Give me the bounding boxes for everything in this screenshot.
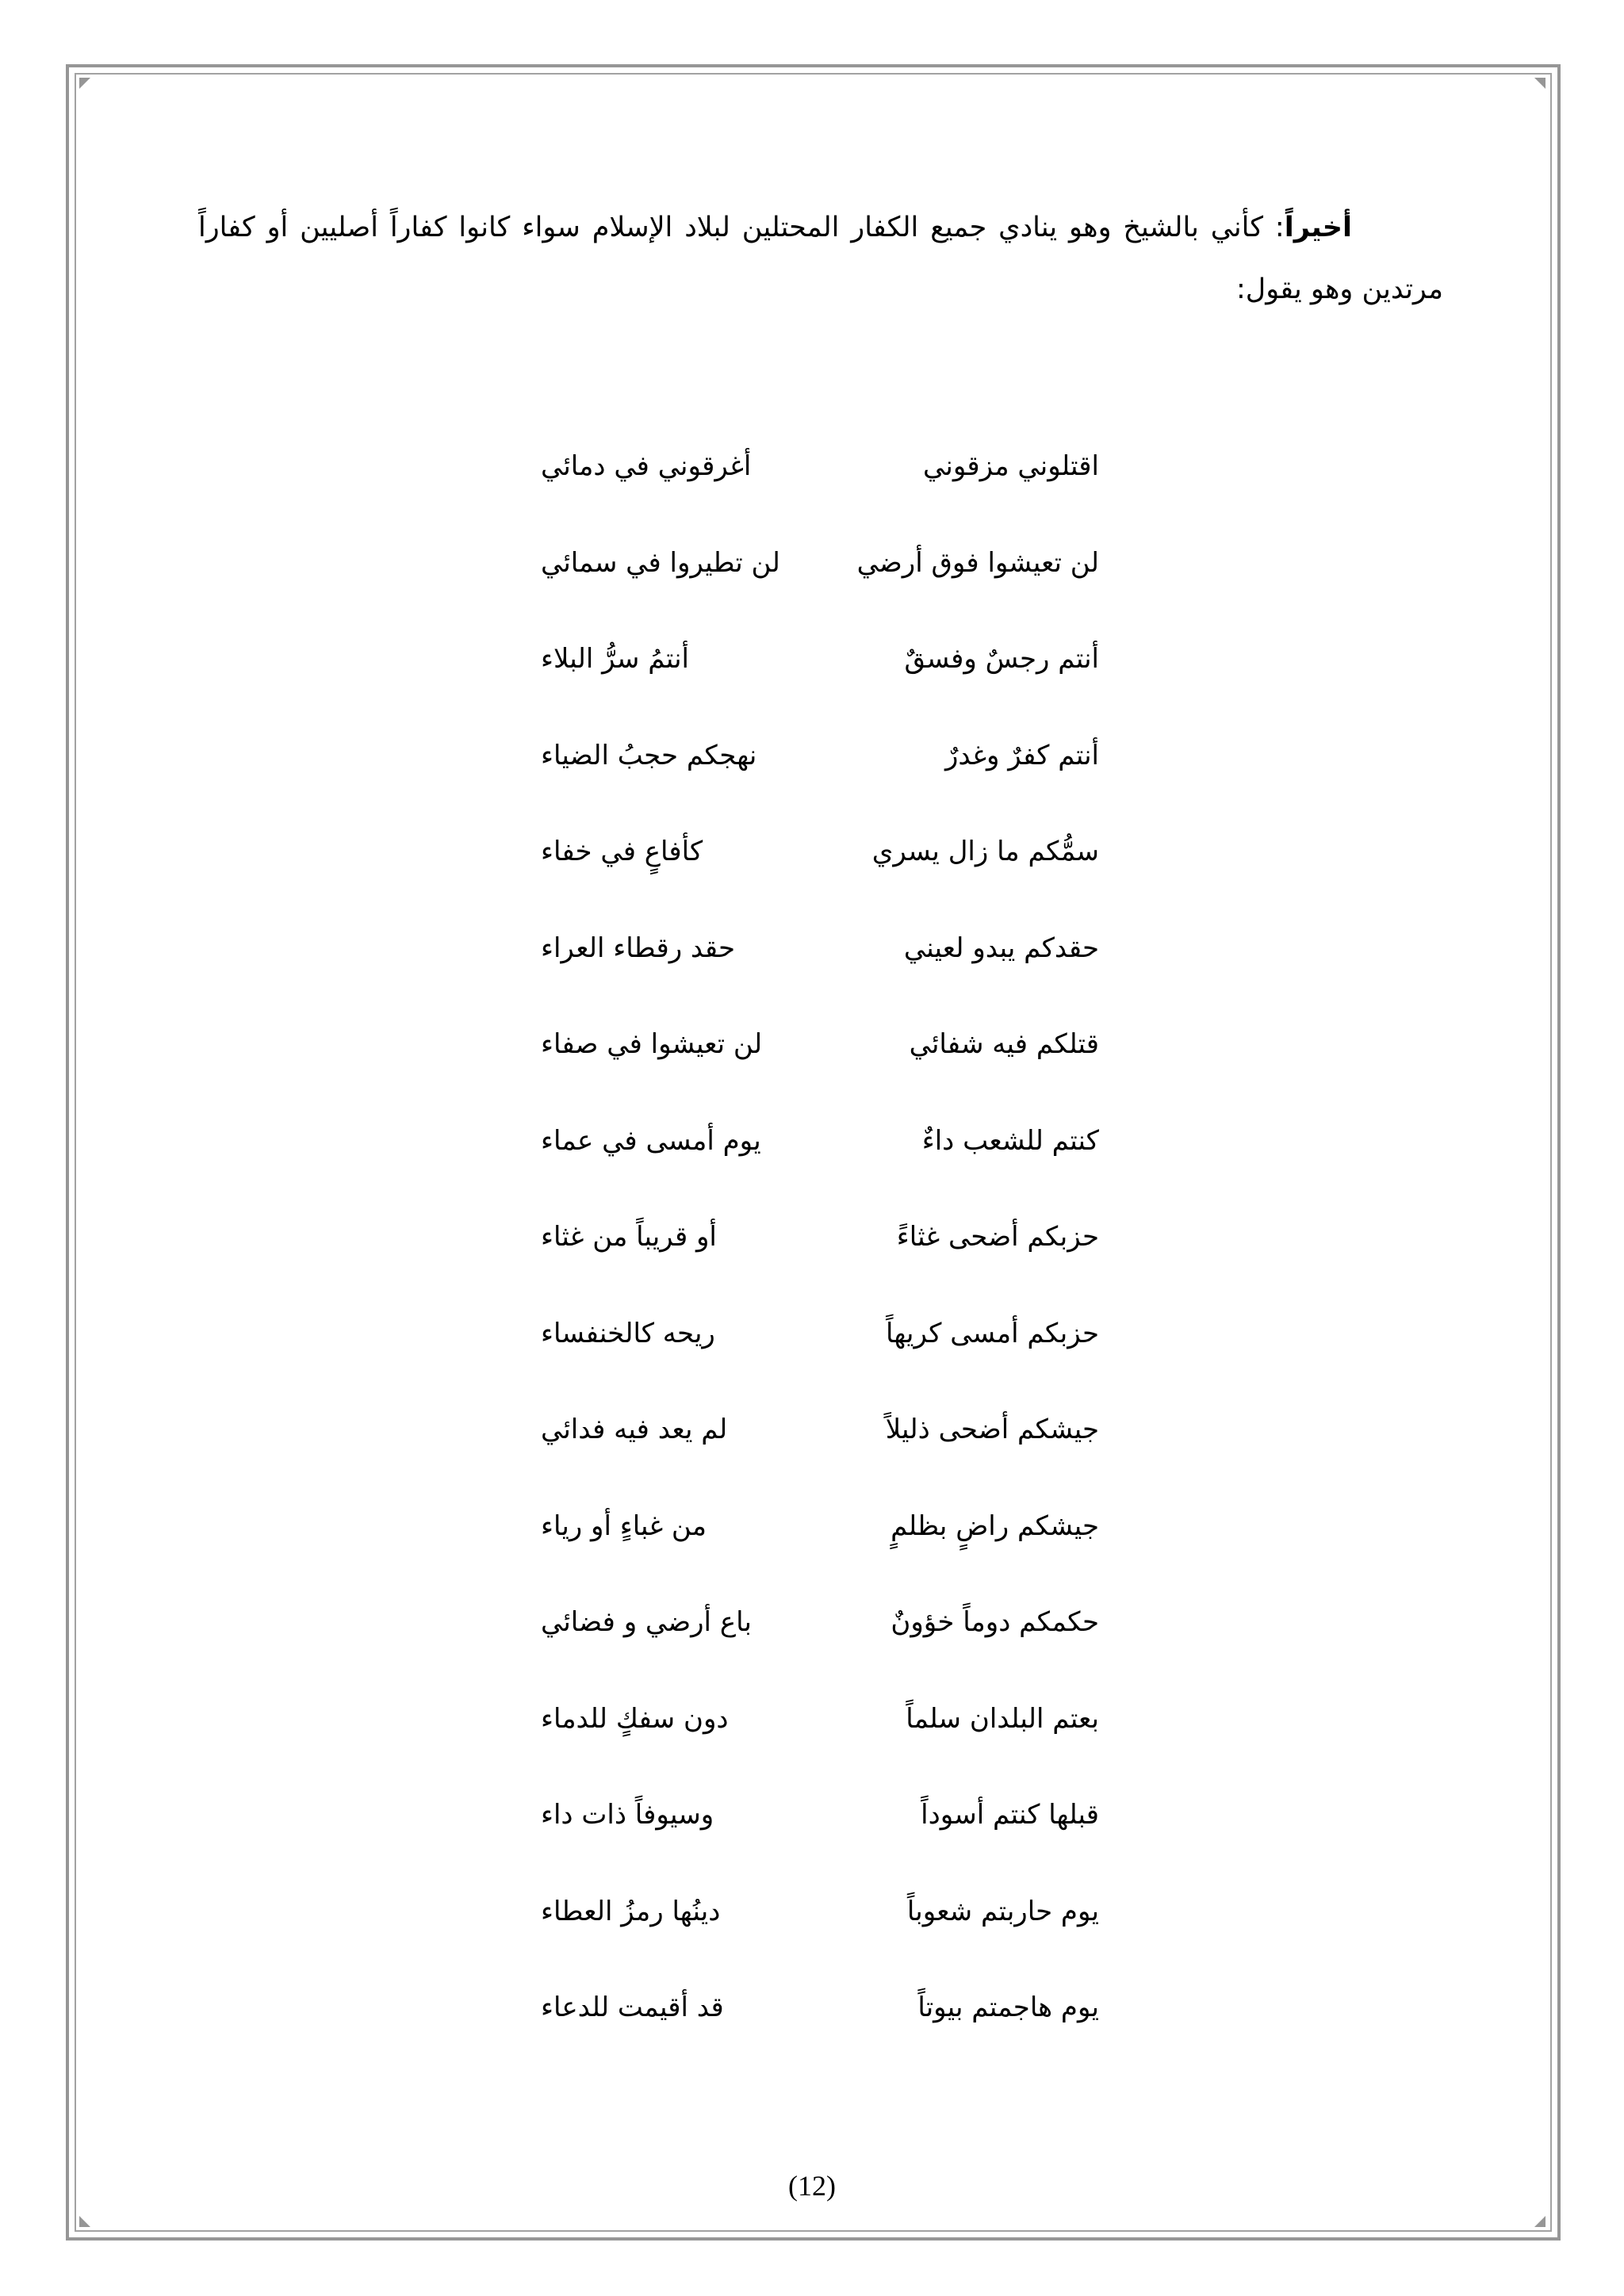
verse-second-hemistich: وسيوفاً ذات داء <box>541 1799 714 1831</box>
verse-first-hemistich: حزبكم أضحى غثاءً <box>896 1221 1099 1253</box>
verse-first-hemistich: حكمكم دوماً خؤونٌ <box>891 1606 1099 1638</box>
verse-second-hemistich: لن تعيشوا في صفاء <box>541 1028 763 1060</box>
verse-second-hemistich: باع أرضي و فضائي <box>541 1606 752 1638</box>
verse-row <box>541 1671 1099 1768</box>
verse-first-hemistich: يوم حاربتم شعوباً <box>906 1895 1099 1927</box>
verse-row <box>541 1189 1099 1286</box>
verse-first-hemistich: اقتلوني مزقوني <box>923 450 1099 482</box>
verse-row <box>541 1864 1099 1961</box>
verse-second-hemistich: ريحه كالخنفساء <box>541 1317 715 1349</box>
verse-first-hemistich: حقدكم يبدو لعيني <box>903 932 1099 964</box>
verse-first-hemistich: أنتم رجسٌ وفسقٌ <box>904 643 1099 675</box>
verse-row <box>541 419 1099 515</box>
verse-row <box>541 901 1099 997</box>
corner-ornament-top-left <box>79 78 90 89</box>
corner-ornament-bottom-left <box>79 2216 90 2227</box>
corner-ornament-top-right <box>1534 78 1545 89</box>
verse-row <box>541 1767 1099 1864</box>
verse-first-hemistich: بعتم البلدان سلماً <box>906 1702 1099 1735</box>
verse-first-hemistich: لن تعيشوا فوق أرضي <box>856 546 1099 579</box>
intro-lead-word: أخيراً <box>1284 212 1352 243</box>
corner-ornament-bottom-right <box>1534 2216 1545 2227</box>
verse-second-hemistich: أغرقوني في دمائي <box>541 450 752 482</box>
verse-second-hemistich: لم يعد فيه فدائي <box>541 1414 728 1445</box>
verse-first-hemistich: جيشكم راضٍ بظلمٍ <box>891 1510 1099 1542</box>
verse-second-hemistich: من غباءٍ أو رياء <box>541 1510 707 1542</box>
verse-second-hemistich: يوم أمسى في عماء <box>541 1124 761 1157</box>
verse-row <box>541 1382 1099 1479</box>
verse-row <box>541 804 1099 901</box>
verse-row <box>541 515 1099 612</box>
verse-second-hemistich: قد أقيمت للدعاء <box>541 1992 724 2023</box>
verse-second-hemistich: دينُها رمزُ العطاء <box>541 1895 721 1927</box>
verse-first-hemistich: قتلكم فيه شفائي <box>909 1028 1099 1060</box>
verse-first-hemistich: سمُّكم ما زال يسري <box>871 836 1099 867</box>
verse-row <box>541 1286 1099 1383</box>
verse-row <box>541 1093 1099 1190</box>
page-number: (12) <box>788 2170 836 2202</box>
verse-second-hemistich: دون سفكٍ للدماء <box>541 1702 729 1735</box>
verse-first-hemistich: حزبكم أمسى كريهاً <box>885 1317 1099 1349</box>
verse-row <box>541 997 1099 1093</box>
verse-first-hemistich: يوم هاجمتم بيوتاً <box>917 1992 1099 2023</box>
verse-first-hemistich: أنتم كفرٌ وغدرٌ <box>944 739 1099 771</box>
poem <box>541 419 1099 2057</box>
verse-second-hemistich: حقد رقطاء العراء <box>541 932 735 964</box>
verse-row <box>541 1479 1099 1575</box>
verse-second-hemistich: نهجكم حجبُ الضياء <box>541 739 757 771</box>
intro-body-text: : كأني بالشيخ وهو ينادي جميع الكفار المحتلين لبلاد الإسلام سواء كانوا كفاراً أصليين أو كفاراً مرتدين وهو يقول: <box>198 212 1443 305</box>
verse-row <box>541 1960 1099 2057</box>
verse-first-hemistich: جيشكم أضحى ذليلاً <box>885 1414 1099 1445</box>
intro-paragraph <box>198 197 1443 320</box>
verse-second-hemistich: لن تطيروا في سمائي <box>541 546 780 579</box>
verse-row <box>541 708 1099 805</box>
verse-second-hemistich: كأفاعٍ في خفاء <box>541 836 703 867</box>
verse-row <box>541 611 1099 708</box>
verse-second-hemistich: أو قريباً من غثاء <box>541 1221 717 1253</box>
verse-row <box>541 1575 1099 1671</box>
verse-first-hemistich: قبلها كنتم أسوداً <box>921 1799 1099 1831</box>
verse-first-hemistich: كنتم للشعب داءٌ <box>921 1124 1099 1157</box>
verse-second-hemistich: أنتمُ سرُّ البلاء <box>541 643 689 675</box>
